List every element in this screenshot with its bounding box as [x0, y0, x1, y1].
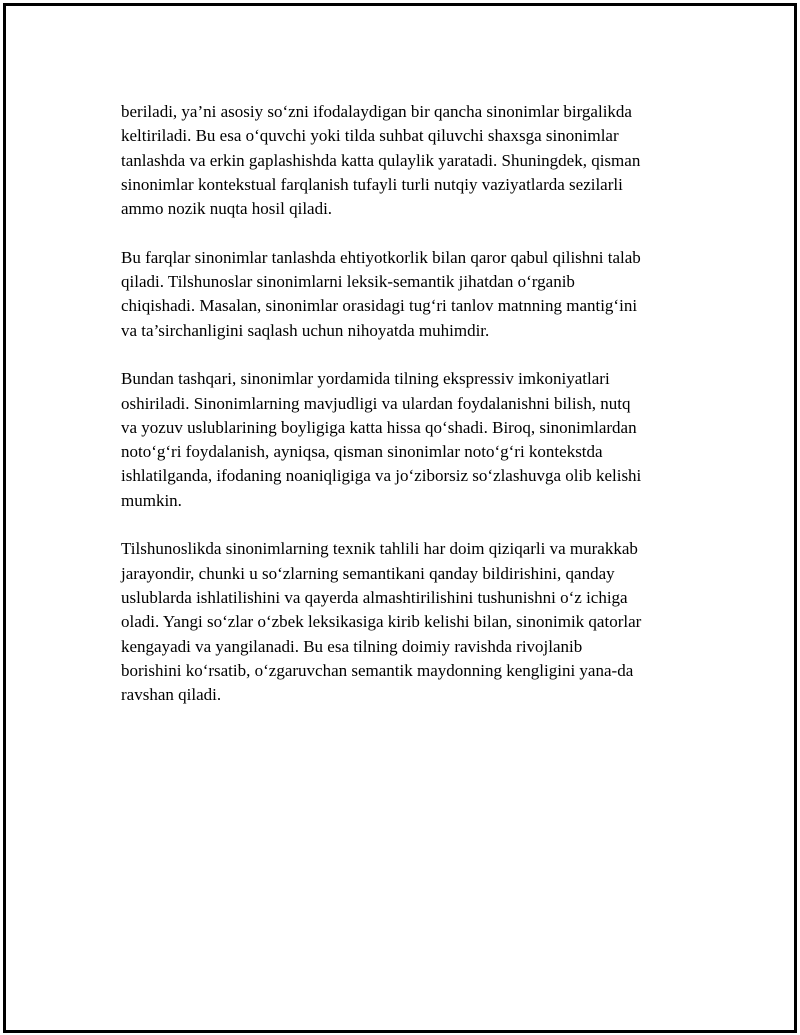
text-line: jarayondir, chunki u so‘zlarning semantikani qanday bildirishini, qanday — [121, 563, 615, 583]
text-line: noto‘g‘ri foydalanish, ayniqsa, qisman sinonimlar noto‘g‘ri kontekstda — [121, 442, 603, 462]
text-line: va yozuv uslublarining boyligiga katta hissa qo‘shadi. Biroq, sinonimlardan — [121, 417, 637, 437]
paragraph-3 — [121, 367, 696, 513]
text-line: qiladi. Tilshunoslar sinonimlarni leksik-semantik jihatdan o‘rganib — [121, 272, 575, 292]
text-line: oshiriladi. Sinonimlarning mavjudligi va ulardan foydalanishni bilish, nutq — [121, 393, 631, 413]
text-line: ammo nozik nuqta hosil qiladi. — [121, 199, 333, 219]
text-line: ravshan qiladi. — [121, 685, 222, 705]
text-line: kengayadi va yangilanadi. Bu esa tilning doimiy ravishda rivojlanib — [121, 636, 583, 656]
text-line: keltiriladi. Bu esa o‘quvchi yoki tilda suhbat qiluvchi shaxsga sinonimlar — [121, 126, 619, 146]
text-line: sinonimlar kontekstual farqlanish tufayli turli nutqiy vaziyatlarda sezilarli — [121, 174, 623, 194]
text-line: va ta’sirchanligini saqlash uchun nihoyatda muhimdir. — [121, 320, 490, 340]
document-body — [121, 100, 696, 732]
text-line: Tilshunoslikda sinonimlarning texnik tahlili har doim qiziqarli va murakkab — [121, 539, 638, 559]
text-line: Bundan tashqari, sinonimlar yordamida tilning ekspressiv imkoniyatlari — [121, 369, 610, 389]
page-frame — [3, 3, 797, 1033]
text-line: ishlatilganda, ifodaning noaniqligiga va jo‘ziborsiz so‘zlashuvga olib kelishi — [121, 466, 642, 486]
text-line: Bu farqlar sinonimlar tanlashda ehtiyotkorlik bilan qaror qabul qilishni talab — [121, 247, 641, 267]
text-line: borishini ko‘rsatib, o‘zgaruvchan semantik maydonning kengligini yana-da — [121, 660, 634, 680]
text-line: beriladi, ya’ni asosiy so‘zni ifodalaydigan bir qancha sinonimlar birgalikda — [121, 102, 632, 121]
text-line: mumkin. — [121, 490, 182, 510]
paragraph-2 — [121, 246, 696, 343]
paragraph-4 — [121, 537, 696, 707]
text-line: chiqishadi. Masalan, sinonimlar orasidagi tug‘ri tanlov matnning mantig‘ini — [121, 296, 638, 316]
text-line: oladi. Yangi so‘zlar o‘zbek leksikasiga kirib kelishi bilan, sinonimik qatorlar — [121, 612, 642, 632]
text-line: tanlashda va erkin gaplashishda katta qulaylik yaratadi. Shuningdek, qisman — [121, 150, 641, 170]
text-line: uslublarda ishlatilishini va qayerda almashtirilishini tushunishni o‘z ichiga — [121, 587, 628, 607]
paragraph-1 — [121, 100, 696, 221]
